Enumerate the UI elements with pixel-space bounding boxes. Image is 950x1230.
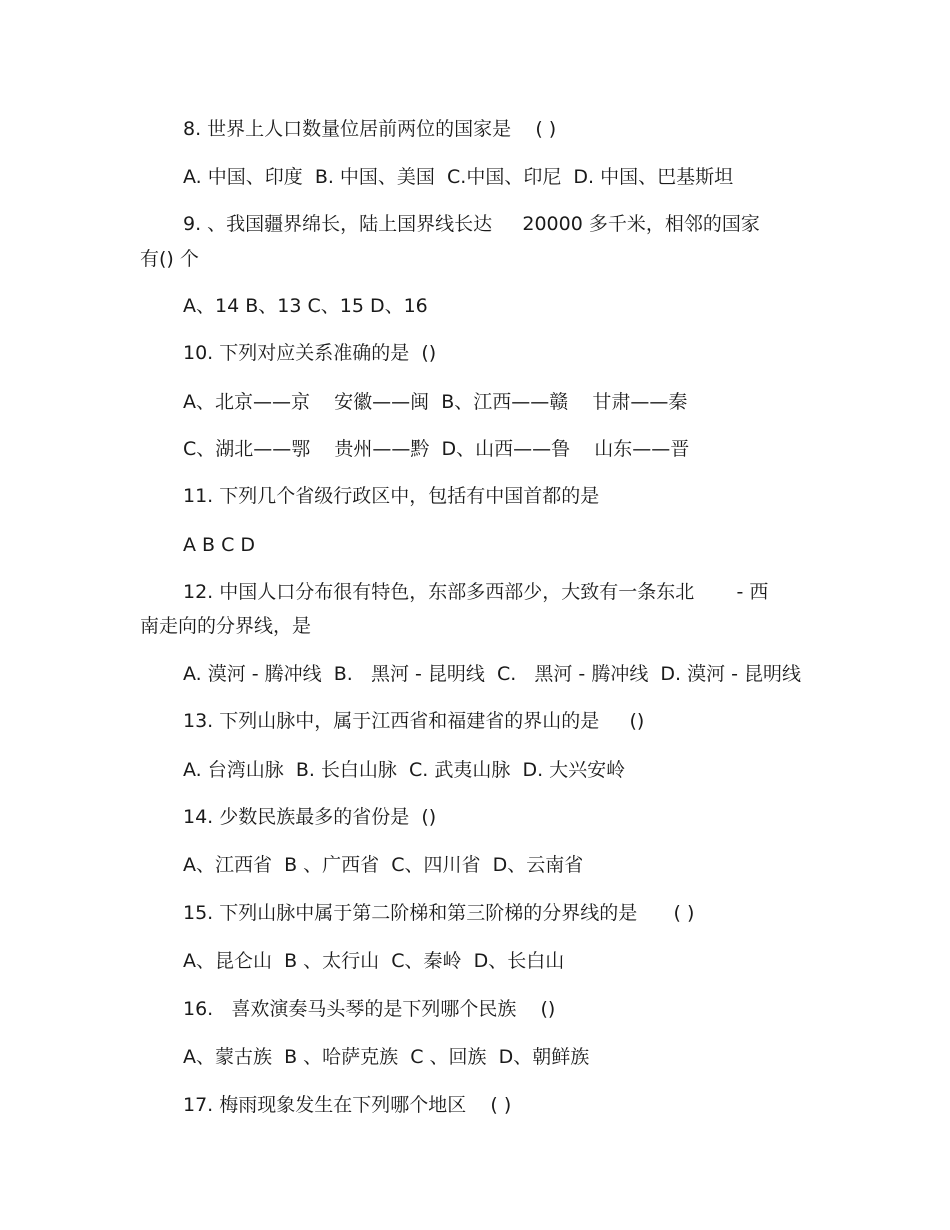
question-13-options: A. 台湾山脉 B. 长白山脉 C. 武夷山脉 D. 大兴安岭 xyxy=(183,759,626,781)
question-12-continued: 南走向的分界线，是 xyxy=(140,615,312,637)
question-8-options: A. 中国、印度 B. 中国、美国 C.中国、印尼 D. 中国、巴基斯坦 xyxy=(183,166,734,188)
question-14: 14. 少数民族最多的省份是 () xyxy=(183,806,437,828)
question-13: 13. 下列山脉中，属于江西省和福建省的界山的是 () xyxy=(183,710,645,732)
question-12-options: A. 漠河 - 腾冲线 B. 黑河 - 昆明线 C. 黑河 - 腾冲线 D. 漠河 - 昆明线 xyxy=(183,663,802,685)
question-12: 12. 中国人口分布很有特色，东部多西部少，大致有一条东北 - 西 xyxy=(183,581,769,603)
question-11: 11. 下列几个省级行政区中，包括有中国首都的是 xyxy=(183,485,600,507)
question-10-options-cd: C、湖北——鄂 贵州——黔 D、山西——鲁 山东——晋 xyxy=(183,438,690,460)
question-16: 16. 喜欢演奏马头琴的是下列哪个民族 () xyxy=(183,998,556,1020)
question-15: 15. 下列山脉中属于第二阶梯和第三阶梯的分界线的是 ( ) xyxy=(183,902,695,924)
question-9-options: A、14 B、13 C、15 D、16 xyxy=(183,295,428,317)
question-14-options: A、江西省 B 、广西省 C、四川省 D、云南省 xyxy=(183,854,584,876)
question-10-options-ab: A、北京——京 安徽——闽 B、江西——赣 甘肃——秦 xyxy=(183,391,688,413)
question-8: 8. 世界上人口数量位居前两位的国家是 ( ) xyxy=(183,118,557,140)
question-17: 17. 梅雨现象发生在下列哪个地区 ( ) xyxy=(183,1094,512,1116)
question-11-options: A B C D xyxy=(183,534,256,556)
question-9: 9. 、我国疆界绵长，陆上国界线长达 20000 多千米，相邻的国家 xyxy=(183,213,760,235)
question-10: 10. 下列对应关系准确的是 () xyxy=(183,342,437,364)
question-15-options: A、昆仑山 B 、太行山 C、秦岭 D、长白山 xyxy=(183,950,565,972)
question-9-continued: 有() 个 xyxy=(140,248,199,270)
question-16-options: A、蒙古族 B 、哈萨克族 C 、回族 D、朝鲜族 xyxy=(183,1046,590,1068)
